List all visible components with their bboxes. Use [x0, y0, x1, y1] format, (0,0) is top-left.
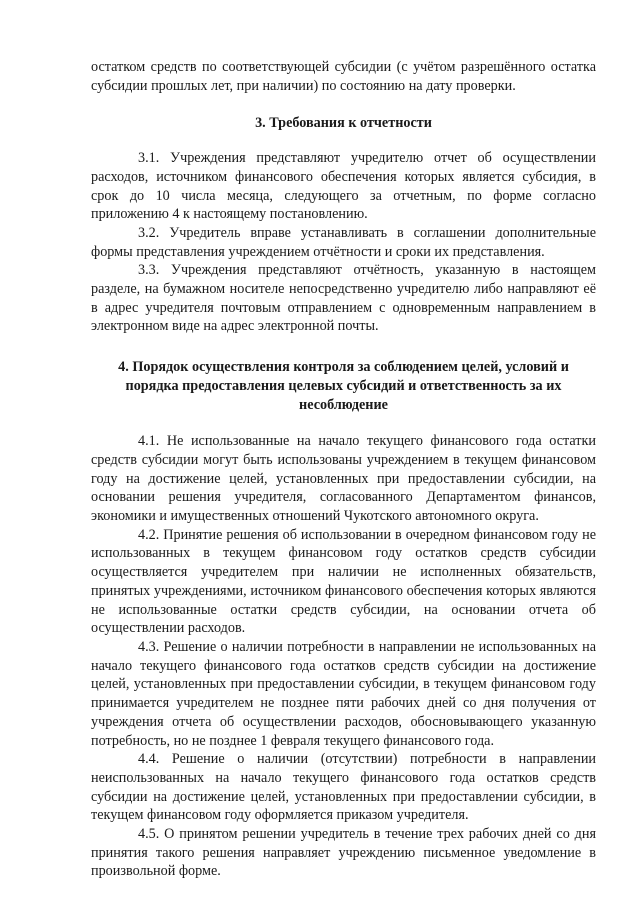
paragraph-3-3: 3.3. Учреждения представляют отчётность, указанную в настоящем разделе, на бумажном носителе непосредственно учредителю либо направляют её в адрес учредителя почтовым отправлением с одновременным направлением в электронном виде на адрес электронной почты.	[91, 262, 596, 335]
section-3-title: 3. Требования к отчетности	[255, 115, 432, 132]
section-4-title: 4. Порядок осуществления контроля за соблюдением целей, условий и порядка предоставления целевых субсидий и ответственность за их несоблюдение	[118, 359, 569, 413]
intro-paragraph: остатком средств по соответствующей субсидии (с учётом разрешённого остатка субсидии прошлых лет, при наличии) по состоянию на дату проверки.	[91, 59, 596, 94]
paragraph-4-2: 4.2. Принятие решения об использовании в очередном финансовом году не использованных в текущем финансовом году остатков средств субсидии осуществляется учредителем при наличии не исполненных обязательств, принятых учреждениями, источником финансового обеспечения которых являются не использованные остатки средств субсидии, на основании отчета об осуществлении расходов.	[91, 526, 596, 637]
paragraph-4-4: 4.4. Решение о наличии (отсутствии) потребности в направлении неиспользованных на начало текущего финансового года остатков средств субсидии на достижение целей, установленных при предоставлении субсидии, в текущем финансовом году оформляется приказом учредителя.	[91, 751, 596, 824]
paragraph-3-2: 3.2. Учредитель вправе устанавливать в соглашении дополнительные формы представления учреждением отчётности и сроки их представления.	[91, 224, 596, 260]
paragraph-3-1: 3.1. Учреждения представляют учредителю отчет об осуществлении расходов, источником финансового обеспечения которых является субсидия, в срок до 10 числа месяца, следующего за отчетным, по форме согласно приложению 4 к настоящему постановлению.	[91, 150, 596, 223]
paragraph-4-1: 4.1. Не использованные на начало текущего финансового года остатки средств субсидии могут быть использованы учреждением в текущем финансовом году на достижение целей, установленных при предоставлении субсидии, на основании решения учредителя, согласованного Департаментом финансов, экономики и имущественных отношений Чукотского автономного округа.	[91, 433, 596, 525]
paragraph-4-3: 4.3. Решение о наличии потребности в направлении не использованных на начало текущего финансового года остатков средств субсидии на достижение целей, установленных при предоставлении субсидии, в текущем финансовом году принимается учредителем не позднее пяти рабочих дней со дня получения от учреждения отчета об осуществлении расходов, обосновывающего указанную потребность, но не позднее 1 февраля текущего финансового года.	[91, 638, 596, 749]
paragraph-4-5: 4.5. О принятом решении учредитель в течение трех рабочих дней со дня принятия такого решения направляет учреждению письменное уведомление в произвольной форме.	[91, 826, 596, 880]
